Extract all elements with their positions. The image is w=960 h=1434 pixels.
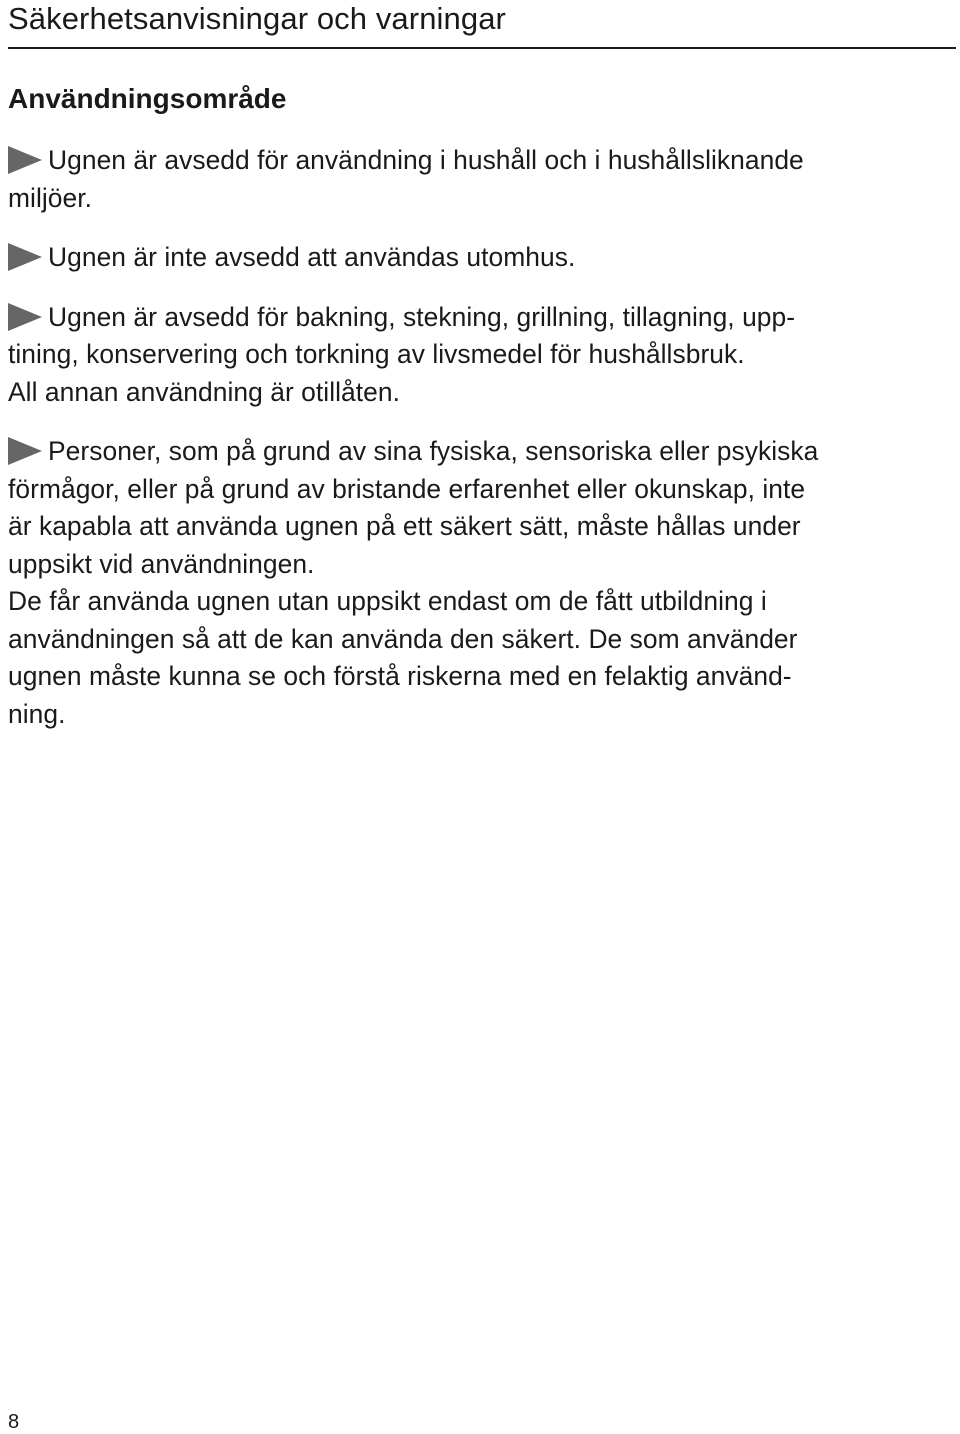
arrow-bullet-icon: [8, 146, 42, 174]
main-content: [8, 80, 956, 755]
paragraph-line: uppsikt vid användningen.: [8, 548, 315, 579]
safety-item-supervision-continued: [8, 583, 956, 733]
paragraph-line: De får använda ugnen utan uppsikt endast om de fått utbildning i: [8, 586, 767, 616]
paragraph-line: ugnen måste kunna se och förstå riskerna med en felaktig använd-: [8, 661, 792, 691]
paragraph-line: användningen så att de kan använda den säkert. De som använder: [8, 623, 798, 654]
paragraph-line: tining, konservering och torkning av livsmedel för hushållsbruk.: [8, 339, 745, 369]
safety-item-supervision: [8, 433, 956, 583]
paragraph-line: ning.: [8, 698, 66, 729]
arrow-bullet-icon: [8, 303, 42, 331]
arrow-bullet-icon: [8, 437, 42, 465]
paragraph-line: Personer, som på grund av sina fysiska, sensoriska eller psykiska: [48, 436, 819, 466]
paragraph-line: Ugnen är avsedd för bakning, stekning, grillning, tillagning, upp-: [48, 301, 796, 332]
page-number: 8: [8, 1411, 20, 1433]
header-divider: [8, 47, 956, 49]
paragraph-line: Ugnen är inte avsedd att användas utomhus.: [48, 242, 576, 272]
paragraph-line: Ugnen är avsedd för användning i hushåll och i hushållsliknande: [48, 145, 804, 175]
arrow-bullet-icon: [8, 243, 42, 271]
safety-item-household-use: [8, 142, 956, 217]
paragraph-line: förmågor, eller på grund av bristande erfarenhet eller okunskap, inte: [8, 473, 806, 504]
safety-item-intended-purpose: [8, 299, 956, 412]
page-title: Säkerhetsanvisningar och varningar: [8, 1, 506, 36]
paragraph-line: All annan användning är otillåten.: [8, 376, 400, 407]
safety-item-outdoor-use: [8, 239, 956, 277]
paragraph-line: är kapabla att använda ugnen på ett säkert sätt, måste hållas under: [8, 511, 801, 541]
page-header: [8, 0, 956, 38]
section-heading: Användningsområde: [8, 83, 287, 114]
paragraph-line: miljöer.: [8, 182, 92, 213]
